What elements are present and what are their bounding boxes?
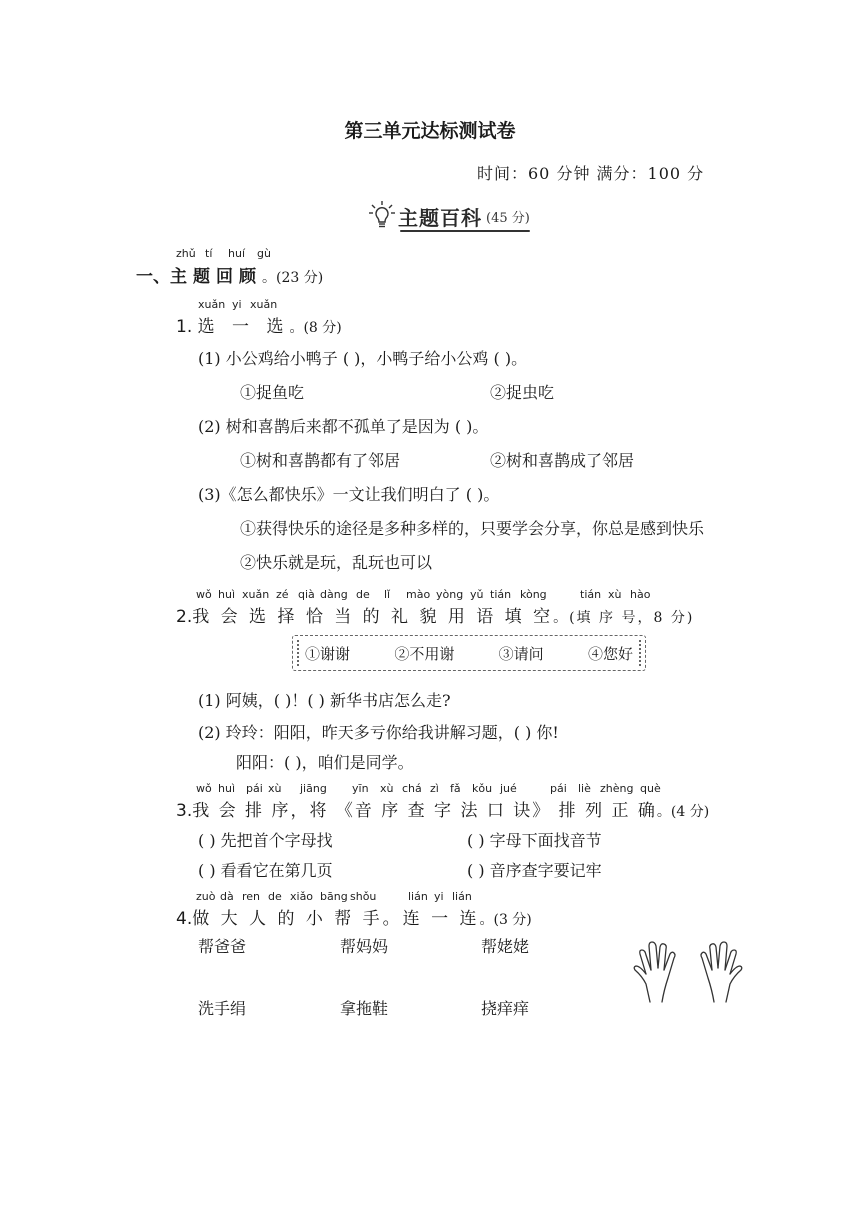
q2-number: 2. <box>176 607 193 627</box>
banner-score: (45 分) <box>486 210 530 226</box>
q1-item-3-option-1: ①获得快乐的途径是多种多样的，只要学会分享，你总是感到快乐 <box>240 519 705 538</box>
pinyin-syllable: zhǔ <box>176 247 196 260</box>
q2-option: ②不用谢 <box>394 645 455 663</box>
pinyin-syllable: xù <box>608 588 622 601</box>
section1-heading <box>136 262 323 287</box>
q1-item-3-option-2: ②快乐就是玩，乱玩也可以 <box>240 553 433 572</box>
q4-title: 做 大 人 的 小 帮 手 <box>192 909 383 929</box>
q4-heading <box>176 904 532 929</box>
exam-meta: 时间：60 分钟 满分：100 分 <box>477 164 705 183</box>
hands-icon <box>632 938 744 1004</box>
pinyin-syllable: xù <box>380 782 394 795</box>
match-left-1: 帮爸爸 <box>198 937 247 956</box>
q3-item-4: ( ) 音序查字要记牢 <box>467 861 602 880</box>
pinyin-syllable: tián <box>580 588 602 601</box>
q2-line-1: (1) 阿姨，( )！( ) 新华书店怎么走? <box>198 691 451 710</box>
pinyin-syllable: mào <box>406 588 431 601</box>
pinyin-syllable: yi <box>232 298 242 311</box>
q4-title-2: 。连 一 连 <box>382 909 480 929</box>
q1-number: 1. <box>176 317 193 337</box>
pinyin-syllable: de <box>268 890 282 903</box>
q1-item-2-option-1: ①树和喜鹊都有了邻居 <box>240 451 401 470</box>
box-dotted-edge <box>297 640 305 666</box>
q1-item-2-stem: (2) 树和喜鹊后来都不孤单了是因为 ( )。 <box>198 417 489 436</box>
q3-item-3: ( ) 看看它在第几页 <box>198 861 333 880</box>
pinyin-syllable: zé <box>276 588 289 601</box>
section-banner <box>368 198 530 234</box>
match-right-3: 挠痒痒 <box>481 999 530 1018</box>
page-title: 第三单元达标测试卷 <box>344 120 516 142</box>
pinyin-syllable: huì <box>218 782 235 795</box>
pinyin-syllable: wǒ <box>196 588 212 601</box>
q2-line-2: (2) 玲玲：阳阳，昨天多亏你给我讲解习题，( ) 你! <box>198 723 559 742</box>
pinyin-syllable: xuǎn <box>242 588 270 601</box>
pinyin-syllable: dà <box>220 890 234 903</box>
pinyin-syllable: kòng <box>520 588 547 601</box>
pinyin-syllable: xuǎn <box>198 298 226 311</box>
pinyin-syllable: yòng <box>436 588 464 601</box>
pinyin-syllable: lián <box>452 890 472 903</box>
match-left-2: 帮妈妈 <box>340 937 389 956</box>
pinyin-syllable: xiǎo <box>290 890 314 903</box>
pinyin-syllable: pái <box>246 782 263 795</box>
lightbulb-icon <box>368 199 396 233</box>
q1-item-3-stem: (3)《怎么都快乐》一文让我们明白了 ( )。 <box>198 485 500 504</box>
q4-score: 。(3 分) <box>479 912 532 928</box>
pinyin-syllable: kǒu <box>472 782 493 795</box>
q1-title: 选 一 选 <box>197 317 290 337</box>
pinyin-syllable: liè <box>578 782 591 795</box>
pinyin-syllable: wǒ <box>196 782 212 795</box>
pinyin-syllable: bāng <box>320 890 348 903</box>
pinyin-syllable: chá <box>402 782 422 795</box>
pinyin-syllable: jiāng <box>300 782 327 795</box>
pinyin-syllable: hào <box>630 588 651 601</box>
pinyin-syllable: yi <box>434 890 444 903</box>
q2-heading <box>176 602 694 627</box>
q2-score: 。(填 序 号，8 分) <box>553 610 695 626</box>
pinyin-syllable: gù <box>257 247 271 260</box>
q2-option: ④您好 <box>587 645 633 663</box>
q1-item-2-option-2: ②树和喜鹊成了邻居 <box>490 451 635 470</box>
pinyin-syllable: zuò <box>196 890 216 903</box>
q1-score: 。(8 分) <box>289 320 342 336</box>
q3-title: 我 会 排 序，将 《音 序 查 字 法 口 诀》 排 列 正 确 <box>192 801 657 821</box>
q3-heading <box>176 796 709 821</box>
q1-heading <box>176 312 342 337</box>
pinyin-syllable: lián <box>408 890 428 903</box>
q2-line-3: 阳阳：( )，咱们是同学。 <box>236 753 414 772</box>
pinyin-syllable: dàng <box>320 588 348 601</box>
pinyin-syllable: huí <box>228 247 245 260</box>
pinyin-syllable: jué <box>500 782 517 795</box>
pinyin-syllable: huì <box>218 588 235 601</box>
pinyin-syllable: ren <box>242 890 261 903</box>
pinyin-syllable: xuǎn <box>250 298 278 311</box>
pinyin-syllable: lǐ <box>384 588 391 601</box>
q2-option: ③请问 <box>498 645 544 663</box>
q1-item-1-option-2: ②捉虫吃 <box>490 383 555 402</box>
pinyin-syllable: xù <box>268 782 282 795</box>
pinyin-syllable: què <box>640 782 661 795</box>
pinyin-syllable: yǔ <box>470 588 484 601</box>
banner-title: 主题百科 <box>398 205 482 230</box>
q2-options-box <box>292 635 646 671</box>
q2-title: 我 会 选 择 恰 当 的 礼 貌 用 语 填 空 <box>192 607 554 627</box>
section1-score: 。(23 分) <box>262 270 324 286</box>
box-dotted-edge <box>633 640 641 666</box>
q3-score: 。(4 分) <box>656 804 710 820</box>
pinyin-syllable: fǎ <box>450 782 461 795</box>
pinyin-syllable: zì <box>430 782 439 795</box>
pinyin-syllable: de <box>356 588 370 601</box>
pinyin-syllable: zhèng <box>600 782 634 795</box>
banner-underline <box>400 230 530 232</box>
section1-number: 一、 <box>136 267 170 287</box>
match-right-2: 拿拖鞋 <box>340 999 389 1018</box>
pinyin-syllable: pái <box>550 782 567 795</box>
pinyin-syllable: tí <box>205 247 213 260</box>
match-right-1: 洗手绢 <box>198 999 247 1018</box>
section1-title: 主题回顾 <box>170 267 262 287</box>
q3-item-2: ( ) 字母下面找音节 <box>467 831 602 850</box>
q2-option: ①谢谢 <box>305 645 351 663</box>
q3-number: 3. <box>176 801 193 821</box>
pinyin-syllable: shǒu <box>350 890 377 903</box>
pinyin-syllable: tián <box>490 588 512 601</box>
match-left-3: 帮姥姥 <box>481 937 530 956</box>
q4-number: 4. <box>176 909 193 929</box>
q1-item-1-option-1: ①捉鱼吃 <box>240 383 305 402</box>
q3-item-1: ( ) 先把首个字母找 <box>198 831 333 850</box>
pinyin-syllable: qià <box>298 588 315 601</box>
pinyin-syllable: yīn <box>352 782 369 795</box>
q1-item-1-stem: (1) 小公鸡给小鸭子 ( )，小鸭子给小公鸡 ( )。 <box>198 349 528 368</box>
